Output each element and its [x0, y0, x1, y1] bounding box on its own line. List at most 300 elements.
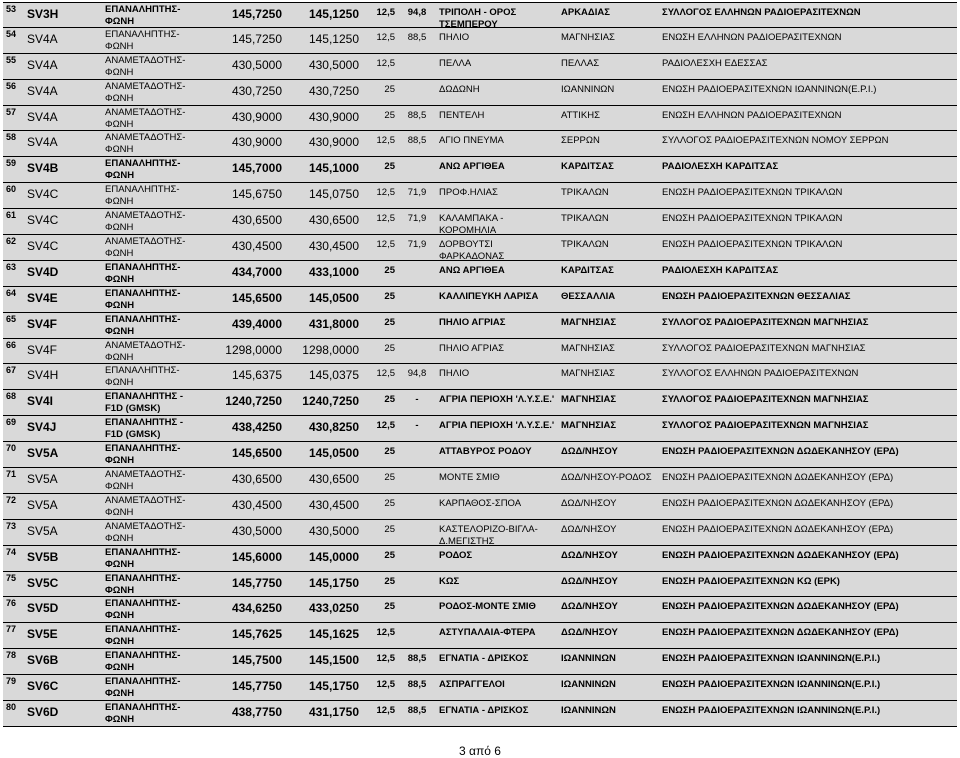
frequency-out-cell: 145,7625	[231, 627, 282, 642]
frequency-in-cell: 1298,0000	[302, 342, 359, 357]
frequency-in-cell: 145,0000	[308, 549, 359, 564]
location-cell: ΔΩΔΩΝΗ	[439, 83, 480, 95]
location-cell: ΑΓΡΙΑ ΠΕΡΙΟΧΗ 'Λ.Υ.Σ.Ε.'	[439, 394, 555, 406]
table-row	[3, 54, 957, 80]
callsign-cell: SV6C	[27, 679, 59, 694]
ctcss-tone-cell: -	[415, 420, 419, 432]
frequency-out-cell: 145,6375	[231, 368, 282, 383]
operator-club-cell: ΕΝΩΣΗ ΡΑΔΙΟΕΡΑΣΙΤΕΧΝΩΝ ΚΩ (ΕΡΚ)	[662, 575, 840, 587]
ctcss-tone-cell: 88,5	[407, 31, 427, 43]
operator-club-cell: ΕΝΩΣΗ ΡΑΔΙΟΕΡΑΣΙΤΕΧΝΩΝ ΤΡΙΚΑΛΩΝ	[662, 213, 843, 225]
table-row	[3, 442, 957, 468]
row-number-cell: 59	[6, 158, 17, 169]
ctcss-tone-cell: 71,9	[407, 239, 427, 251]
callsign-cell: SV6B	[27, 653, 59, 668]
ctcss-tone-cell: 88,5	[407, 109, 427, 121]
channel-step-cell: 12,5	[376, 135, 395, 147]
callsign-cell: SV4A	[27, 31, 58, 46]
callsign-cell: SV4F	[27, 316, 58, 331]
prefecture-cell: ΑΡΚΑΔΙΑΣ	[561, 7, 610, 18]
operator-club-cell: ΕΝΩΣΗ ΡΑΔΙΟΕΡΑΣΙΤΕΧΝΩΝ ΤΡΙΚΑΛΩΝ	[662, 187, 843, 199]
channel-step-cell: 25	[384, 290, 395, 302]
location-cell: ΡΟΔΟΣ-ΜΟΝΤΕ ΣΜΙΘ	[439, 601, 536, 613]
row-number-cell: 63	[6, 261, 17, 272]
callsign-cell: SV4E	[27, 290, 58, 305]
row-number-cell: 70	[6, 443, 17, 454]
frequency-in-cell: 145,0500	[308, 446, 359, 461]
ctcss-tone-cell: 88,5	[407, 135, 427, 147]
callsign-cell: SV4A	[27, 135, 58, 150]
location-cell: ΚΑΡΠΑΘΟΣ-ΣΠΟΑ	[439, 497, 522, 509]
channel-step-cell: 12,5	[376, 368, 395, 380]
table-row	[3, 675, 957, 701]
frequency-in-cell: 145,1250	[308, 7, 359, 21]
repeater-type-cell: ΕΠΑΝΑΛΗΠΤΗΣ-ΦΩΝΗ	[105, 365, 180, 389]
prefecture-cell: ΣΕΡΡΩΝ	[561, 135, 600, 147]
callsign-cell: SV5D	[27, 601, 59, 616]
frequency-out-cell: 430,9000	[231, 135, 282, 150]
frequency-out-cell: 438,4250	[231, 420, 282, 435]
frequency-out-cell: 145,6500	[231, 290, 282, 305]
channel-step-cell: 25	[384, 575, 395, 587]
table-row	[3, 390, 957, 416]
location-cell: ΠΡΟΦ.ΗΛΙΑΣ	[439, 187, 498, 199]
ctcss-tone-cell: -	[415, 394, 419, 406]
channel-step-cell: 25	[384, 109, 395, 121]
prefecture-cell: ΔΩΔ/ΝΗΣΟΥ	[561, 497, 617, 509]
ctcss-tone-cell	[397, 520, 437, 545]
callsign-cell: SV5A	[27, 523, 58, 538]
row-number-cell: 77	[6, 624, 17, 635]
frequency-in-cell: 430,4500	[308, 497, 359, 512]
callsign-cell: SV5C	[27, 575, 59, 590]
row-number-cell: 79	[6, 676, 17, 687]
row-number-cell: 75	[6, 572, 17, 583]
table-row	[3, 623, 957, 649]
callsign-cell: SV5E	[27, 627, 58, 642]
ctcss-tone-cell	[397, 442, 437, 467]
prefecture-cell: ΤΡΙΚΑΛΩΝ	[561, 239, 609, 251]
row-number-cell: 67	[6, 365, 17, 376]
repeater-type-cell: ΕΠΑΝΑΛΗΠΤΗΣ-ΦΩΝΗ	[105, 624, 181, 648]
row-number-cell: 62	[6, 236, 17, 247]
table-row	[3, 701, 957, 727]
ctcss-tone-cell	[397, 546, 437, 571]
table-row	[3, 339, 957, 365]
frequency-out-cell: 438,7750	[231, 705, 282, 720]
frequency-in-cell: 145,0500	[308, 290, 359, 305]
operator-club-cell: ΕΝΩΣΗ ΡΑΔΙΟΕΡΑΣΙΤΕΧΝΩΝ ΙΩΑΝΝΙΝΩΝ(Ε.Ρ.Ι.)	[662, 679, 881, 691]
table-row	[3, 80, 957, 106]
frequency-out-cell: 430,7250	[231, 83, 282, 98]
location-cell: ΑΣΤΥΠΑΛΑΙΑ-ΦΤΕΡΑ	[439, 627, 536, 639]
repeater-type-cell: ΕΠΑΝΑΛΗΠΤΗΣ-ΦΩΝΗ	[105, 702, 181, 726]
frequency-out-cell: 145,6500	[231, 446, 282, 461]
operator-club-cell: ΕΝΩΣΗ ΡΑΔΙΟΕΡΑΣΙΤΕΧΝΩΝ ΔΩΔΕΚΑΝΗΣΟΥ (ΕΡΔ)	[662, 549, 899, 561]
callsign-cell: SV4A	[27, 83, 58, 98]
prefecture-cell: ΙΩΑΝΝΙΝΩΝ	[561, 679, 616, 691]
channel-step-cell: 25	[384, 601, 395, 613]
channel-step-cell: 12,5	[376, 239, 395, 251]
frequency-out-cell: 145,6750	[231, 187, 282, 202]
page-number: 3 από 6	[459, 744, 501, 758]
table-row	[3, 2, 957, 28]
repeater-type-cell: ΕΠΑΝΑΛΗΠΤΗΣ-ΦΩΝΗ	[105, 546, 181, 570]
ctcss-tone-cell	[397, 623, 437, 648]
prefecture-cell: ΜΑΓΝΗΣΙΑΣ	[561, 342, 615, 354]
channel-step-cell: 12,5	[376, 627, 395, 639]
operator-club-cell: ΕΝΩΣΗ ΡΑΔΙΟΕΡΑΣΙΤΕΧΝΩΝ ΙΩΑΝΝΙΝΩΝ(Ε.Ρ.Ι.)	[662, 705, 881, 717]
operator-club-cell: ΕΝΩΣΗ ΡΑΔΙΟΕΡΑΣΙΤΕΧΝΩΝ ΔΩΔΕΚΑΝΗΣΟΥ (ΕΡΔ)	[662, 472, 894, 484]
table-row	[3, 468, 957, 494]
frequency-in-cell: 433,1000	[308, 264, 359, 279]
ctcss-tone-cell	[397, 54, 437, 79]
table-row	[3, 183, 957, 209]
channel-step-cell: 12,5	[376, 7, 395, 18]
row-number-cell: 71	[6, 469, 17, 480]
operator-club-cell: ΕΝΩΣΗ ΡΑΔΙΟΕΡΑΣΙΤΕΧΝΩΝ ΙΩΑΝΝΙΝΩΝ(Ε.Ρ.Ι.)	[662, 83, 877, 95]
repeater-type-cell: ΕΠΑΝΑΛΗΠΤΗΣ-ΦΩΝΗ	[105, 443, 181, 467]
operator-club-cell: ΣΥΛΛΟΓΟΣ ΡΑΔΙΟΕΡΑΣΙΤΕΧΝΩΝ ΜΑΓΝΗΣΙΑΣ	[662, 342, 866, 354]
location-cell: ΕΓΝΑΤΙΑ - ΔΡΙΣΚΟΣ	[439, 653, 529, 665]
prefecture-cell: ΚΑΡΔΙΤΣΑΣ	[561, 264, 614, 276]
location-cell: ΕΓΝΑΤΙΑ - ΔΡΙΣΚΟΣ	[439, 705, 529, 717]
repeater-type-cell: ΑΝΑΜΕΤΑΔΟΤΗΣ-ΦΩΝΗ	[105, 236, 186, 260]
repeater-type-cell: ΑΝΑΜΕΤΑΔΟΤΗΣ-ΦΩΝΗ	[105, 469, 186, 493]
prefecture-cell: ΔΩΔ/ΝΗΣΟΥ	[561, 446, 618, 458]
location-cell: ΜΟΝΤΕ ΣΜΙΘ	[439, 472, 500, 484]
location-cell: ΠΕΛΛΑ	[439, 57, 472, 69]
row-number-cell: 57	[6, 106, 17, 117]
operator-club-cell: ΕΝΩΣΗ ΡΑΔΙΟΕΡΑΣΙΤΕΧΝΩΝ ΘΕΣΣΑΛΙΑΣ	[662, 290, 851, 302]
repeater-type-cell: ΑΝΑΜΕΤΑΔΟΤΗΣ-ΦΩΝΗ	[105, 520, 186, 544]
repeater-type-cell: ΕΠΑΝΑΛΗΠΤΗΣ-ΦΩΝΗ	[105, 261, 181, 285]
ctcss-tone-cell: 71,9	[407, 213, 427, 225]
table-row	[3, 416, 957, 442]
channel-step-cell: 12,5	[376, 57, 395, 69]
callsign-cell: SV4J	[27, 420, 57, 435]
frequency-in-cell: 145,1250	[308, 31, 359, 46]
ctcss-tone-cell: 88,5	[407, 705, 427, 717]
ctcss-tone-cell	[397, 80, 437, 105]
prefecture-cell: ΚΑΡΔΙΤΣΑΣ	[561, 161, 614, 173]
operator-club-cell: ΡΑΔΙΟΛΕΣΧΗ ΚΑΡΔΙΤΣΑΣ	[662, 161, 779, 173]
channel-step-cell: 25	[384, 316, 395, 328]
table-row	[3, 106, 957, 132]
frequency-in-cell: 431,1750	[308, 705, 359, 720]
table-row	[3, 546, 957, 572]
ctcss-tone-cell	[397, 261, 437, 286]
prefecture-cell: ΜΑΓΝΗΣΙΑΣ	[561, 420, 617, 432]
repeater-type-cell: ΕΠΑΝΑΛΗΠΤΗΣ-ΦΩΝΗ	[105, 572, 181, 596]
prefecture-cell: ΜΑΓΝΗΣΙΑΣ	[561, 394, 617, 406]
frequency-out-cell: 430,5000	[231, 523, 282, 538]
frequency-out-cell: 430,5000	[231, 57, 282, 72]
table-row	[3, 572, 957, 598]
repeater-type-cell: ΕΠΑΝΑΛΗΠΤΗΣ-ΦΩΝΗ	[105, 158, 181, 182]
callsign-cell: SV4I	[27, 394, 54, 409]
prefecture-cell: ΔΩΔ/ΝΗΣΟΥ-ΡΟΔΟΣ	[561, 472, 652, 484]
channel-step-cell: 25	[384, 472, 395, 484]
row-number-cell: 53	[6, 4, 17, 14]
frequency-out-cell: 430,9000	[231, 109, 282, 124]
ctcss-tone-cell: 88,5	[407, 653, 427, 665]
repeater-table	[3, 2, 957, 727]
frequency-out-cell: 430,4500	[231, 239, 282, 254]
channel-step-cell: 12,5	[376, 653, 395, 665]
location-cell: ΑΤΤΑΒΥΡΟΣ ΡΟΔΟΥ	[439, 446, 532, 458]
frequency-in-cell: 145,0375	[308, 368, 359, 383]
frequency-in-cell: 430,5000	[308, 523, 359, 538]
frequency-in-cell: 145,0750	[308, 187, 359, 202]
operator-club-cell: ΡΑΔΙΟΛΕΣΧΗ ΚΑΡΔΙΤΣΑΣ	[662, 264, 779, 276]
frequency-out-cell: 145,7250	[231, 31, 282, 46]
callsign-cell: SV4B	[27, 161, 59, 176]
frequency-out-cell: 1240,7250	[225, 394, 282, 409]
frequency-out-cell: 434,6250	[231, 601, 282, 616]
row-number-cell: 78	[6, 650, 17, 661]
location-cell: ΚΑΛΑΜΠΑΚΑ - ΚΟΡΟΜΗΛΙΑ	[439, 213, 504, 235]
channel-step-cell: 12,5	[376, 705, 395, 717]
row-number-cell: 58	[6, 132, 17, 143]
operator-club-cell: ΕΝΩΣΗ ΡΑΔΙΟΕΡΑΣΙΤΕΧΝΩΝ ΔΩΔΕΚΑΝΗΣΟΥ (ΕΡΔ)	[662, 601, 899, 613]
location-cell: ΑΣΠΡΑΓΓΕΛΟΙ	[439, 679, 505, 691]
row-number-cell: 60	[6, 184, 17, 195]
channel-step-cell: 25	[384, 342, 395, 354]
location-cell: ΡΟΔΟΣ	[439, 549, 473, 561]
frequency-out-cell: 430,4500	[231, 497, 282, 512]
callsign-cell: SV3H	[27, 7, 59, 21]
prefecture-cell: ΔΩΔ/ΝΗΣΟΥ	[561, 523, 617, 535]
operator-club-cell: ΕΝΩΣΗ ΡΑΔΙΟΕΡΑΣΙΤΕΧΝΩΝ ΤΡΙΚΑΛΩΝ	[662, 239, 843, 251]
table-row	[3, 235, 957, 261]
prefecture-cell: ΜΑΓΝΗΣΙΑΣ	[561, 316, 617, 328]
ctcss-tone-cell: 88,5	[407, 679, 427, 691]
callsign-cell: SV4C	[27, 239, 59, 254]
table-row	[3, 649, 957, 675]
channel-step-cell: 25	[384, 264, 395, 276]
channel-step-cell: 12,5	[376, 213, 395, 225]
callsign-cell: SV4F	[27, 342, 58, 357]
location-cell: ΠΗΛΙΟ	[439, 31, 470, 43]
table-row	[3, 364, 957, 390]
frequency-in-cell: 431,8000	[308, 316, 359, 331]
row-number-cell: 54	[6, 28, 17, 39]
location-cell: ΑΓΡΙΑ ΠΕΡΙΟΧΗ 'Λ.Υ.Σ.Ε.'	[439, 420, 555, 432]
location-cell: ΔΟΡΒΟΥΤΣΙ ΦΑΡΚΑΔΟΝΑΣ	[439, 239, 505, 260]
operator-club-cell: ΣΥΛΛΟΓΟΣ ΡΑΔΙΟΕΡΑΣΙΤΕΧΝΩΝ ΜΑΓΝΗΣΙΑΣ	[662, 420, 869, 432]
table-row	[3, 520, 957, 546]
frequency-in-cell: 145,1750	[308, 679, 359, 694]
operator-club-cell: ΣΥΛΛΟΓΟΣ ΡΑΔΙΟΕΡΑΣΙΤΕΧΝΩΝ ΜΑΓΝΗΣΙΑΣ	[662, 316, 869, 328]
channel-step-cell: 12,5	[376, 31, 395, 43]
table-row	[3, 261, 957, 287]
prefecture-cell: ΜΑΓΝΗΣΙΑΣ	[561, 31, 615, 43]
ctcss-tone-cell	[397, 157, 437, 182]
frequency-in-cell: 430,8250	[308, 420, 359, 435]
prefecture-cell: ΙΩΑΝΝΙΝΩΝ	[561, 705, 616, 717]
location-cell: ΚΑΣΤΕΛΟΡΙΖΟ-ΒΙΓΛΑ-Δ.ΜΕΓΙΣΤΗΣ	[439, 523, 538, 545]
row-number-cell: 69	[6, 417, 17, 428]
channel-step-cell: 25	[384, 394, 395, 406]
callsign-cell: SV4C	[27, 187, 59, 202]
callsign-cell: SV4D	[27, 264, 59, 279]
frequency-in-cell: 430,9000	[308, 109, 359, 124]
table-row	[3, 287, 957, 313]
callsign-cell: SV4C	[27, 213, 59, 228]
location-cell: ΑΝΩ ΑΡΓΙΘΕΑ	[439, 161, 505, 173]
repeater-type-cell: ΕΠΑΝΑΛΗΠΤΗΣ-ΦΩΝΗ	[105, 598, 181, 622]
ctcss-tone-cell	[397, 572, 437, 597]
prefecture-cell: ΤΡΙΚΑΛΩΝ	[561, 213, 609, 225]
frequency-out-cell: 145,7000	[231, 161, 282, 176]
callsign-cell: SV5B	[27, 549, 59, 564]
table-row	[3, 157, 957, 183]
frequency-out-cell: 434,7000	[231, 264, 282, 279]
table-row	[3, 597, 957, 623]
frequency-out-cell: 439,4000	[231, 316, 282, 331]
ctcss-tone-cell	[397, 339, 437, 364]
table-row	[3, 28, 957, 54]
repeater-type-cell: ΑΝΑΜΕΤΑΔΟΤΗΣ-ΦΩΝΗ	[105, 132, 186, 156]
channel-step-cell: 12,5	[376, 679, 395, 691]
frequency-out-cell: 145,7750	[231, 575, 282, 590]
repeater-type-cell: ΑΝΑΜΕΤΑΔΟΤΗΣ-ΦΩΝΗ	[105, 80, 186, 104]
channel-step-cell: 12,5	[376, 420, 395, 432]
table-row	[3, 209, 957, 235]
operator-club-cell: ΣΥΛΛΟΓΟΣ ΡΑΔΙΟΕΡΑΣΙΤΕΧΝΩΝ ΝΟΜΟΥ ΣΕΡΡΩΝ	[662, 135, 889, 147]
location-cell: ΤΡΙΠΟΛΗ - ΟΡΟΣ ΤΣΕΜΠΕΡΟΥ	[439, 7, 517, 27]
repeater-type-cell: ΕΠΑΝΑΛΗΠΤΗΣ-ΦΩΝΗ	[105, 28, 180, 52]
row-number-cell: 65	[6, 313, 17, 324]
frequency-out-cell: 1298,0000	[225, 342, 282, 357]
location-cell: ΑΝΩ ΑΡΓΙΘΕΑ	[439, 264, 505, 276]
row-number-cell: 80	[6, 702, 17, 713]
repeater-type-cell: ΑΝΑΜΕΤΑΔΟΤΗΣ-ΦΩΝΗ	[105, 494, 186, 518]
prefecture-cell: ΔΩΔ/ΝΗΣΟΥ	[561, 575, 618, 587]
row-number-cell: 61	[6, 210, 17, 221]
table-row	[3, 313, 957, 339]
ctcss-tone-cell	[397, 494, 437, 519]
operator-club-cell: ΕΝΩΣΗ ΡΑΔΙΟΕΡΑΣΙΤΕΧΝΩΝ ΙΩΑΝΝΙΝΩΝ(Ε.Ρ.Ι.)	[662, 653, 881, 665]
operator-club-cell: ΕΝΩΣΗ ΡΑΔΙΟΕΡΑΣΙΤΕΧΝΩΝ ΔΩΔΕΚΑΝΗΣΟΥ (ΕΡΔ)	[662, 497, 894, 509]
location-cell: ΚΑΛΛΙΠΕΥΚΗ ΛΑΡΙΣΑ	[439, 290, 539, 302]
frequency-out-cell: 430,6500	[231, 472, 282, 487]
frequency-out-cell: 145,7250	[231, 7, 282, 21]
callsign-cell: SV4A	[27, 109, 58, 124]
repeater-type-cell: ΕΠΑΝΑΛΗΠΤΗΣ-ΦΩΝΗ	[105, 287, 181, 311]
location-cell: ΠΗΛΙΟ	[439, 368, 470, 380]
prefecture-cell: ΔΩΔ/ΝΗΣΟΥ	[561, 601, 618, 613]
operator-club-cell: ΕΝΩΣΗ ΡΑΔΙΟΕΡΑΣΙΤΕΧΝΩΝ ΔΩΔΕΚΑΝΗΣΟΥ (ΕΡΔ)	[662, 627, 899, 639]
table-row	[3, 494, 957, 520]
table-row	[3, 131, 957, 157]
repeater-type-cell: ΑΝΑΜΕΤΑΔΟΤΗΣ-ΦΩΝΗ	[105, 106, 186, 130]
frequency-in-cell: 1240,7250	[302, 394, 359, 409]
repeater-type-cell: ΑΝΑΜΕΤΑΔΟΤΗΣ-ΦΩΝΗ	[105, 339, 186, 363]
callsign-cell: SV6D	[27, 705, 59, 720]
channel-step-cell: 25	[384, 161, 395, 173]
ctcss-tone-cell	[397, 468, 437, 493]
frequency-in-cell: 145,1500	[308, 653, 359, 668]
location-cell: ΠΗΛΙΟ ΑΓΡΙΑΣ	[439, 342, 504, 354]
frequency-in-cell: 430,4500	[308, 239, 359, 254]
repeater-type-cell: ΑΝΑΜΕΤΑΔΟΤΗΣ-ΦΩΝΗ	[105, 54, 186, 78]
callsign-cell: SV5A	[27, 472, 58, 487]
repeater-type-cell: ΑΝΑΜΕΤΑΔΟΤΗΣ-ΦΩΝΗ	[105, 210, 186, 234]
repeater-type-cell: ΕΠΑΝΑΛΗΠΤΗΣ-ΦΩΝΗ	[105, 4, 181, 27]
operator-club-cell: ΕΝΩΣΗ ΕΛΛΗΝΩΝ ΡΑΔΙΟΕΡΑΣΙΤΕΧΝΩΝ	[662, 109, 842, 121]
prefecture-cell: ΑΤΤΙΚΗΣ	[561, 109, 600, 121]
row-number-cell: 64	[6, 287, 17, 298]
operator-club-cell: ΡΑΔΙΟΛΕΣΧΗ ΕΔΕΣΣΑΣ	[662, 57, 768, 69]
channel-step-cell: 25	[384, 446, 395, 458]
ctcss-tone-cell: 71,9	[407, 187, 427, 199]
location-cell: ΠΕΝΤΕΛΗ	[439, 109, 485, 121]
prefecture-cell: ΔΩΔ/ΝΗΣΟΥ	[561, 549, 618, 561]
prefecture-cell: ΙΩΑΝΝΙΝΩΝ	[561, 83, 615, 95]
callsign-cell: SV4A	[27, 57, 58, 72]
frequency-in-cell: 145,1000	[308, 161, 359, 176]
frequency-in-cell: 433,0250	[308, 601, 359, 616]
repeater-type-cell: ΕΠΑΝΑΛΗΠΤΗΣ-ΦΩΝΗ	[105, 676, 181, 700]
row-number-cell: 68	[6, 391, 17, 402]
frequency-in-cell: 430,6500	[308, 213, 359, 228]
repeater-type-cell: ΕΠΑΝΑΛΗΠΤΗΣ - F1D (GMSK)	[105, 417, 184, 441]
ctcss-tone-cell: 94,8	[407, 368, 427, 380]
row-number-cell: 72	[6, 494, 17, 505]
callsign-cell: SV4H	[27, 368, 59, 383]
repeater-type-cell: ΕΠΑΝΑΛΗΠΤΗΣ-ΦΩΝΗ	[105, 184, 180, 208]
row-number-cell: 76	[6, 598, 17, 609]
prefecture-cell: ΜΑΓΝΗΣΙΑΣ	[561, 368, 615, 380]
frequency-in-cell: 145,1750	[308, 575, 359, 590]
frequency-out-cell: 430,6500	[231, 213, 282, 228]
repeater-type-cell: ΕΠΑΝΑΛΗΠΤΗΣ-ΦΩΝΗ	[105, 650, 181, 674]
operator-club-cell: ΣΥΛΛΟΓΟΣ ΕΛΛΗΝΩΝ ΡΑΔΙΟΕΡΑΣΙΤΕΧΝΩΝ	[662, 368, 859, 380]
ctcss-tone-cell: 94,8	[407, 7, 427, 18]
repeater-type-cell: ΕΠΑΝΑΛΗΠΤΗΣ - F1D (GMSK)	[105, 391, 184, 415]
row-number-cell: 66	[6, 339, 17, 350]
row-number-cell: 74	[6, 546, 17, 557]
ctcss-tone-cell	[397, 313, 437, 338]
frequency-in-cell: 430,5000	[308, 57, 359, 72]
frequency-out-cell: 145,6000	[231, 549, 282, 564]
channel-step-cell: 25	[384, 523, 395, 535]
row-number-cell: 73	[6, 520, 17, 531]
channel-step-cell: 25	[384, 497, 395, 509]
operator-club-cell: ΣΥΛΛΟΓΟΣ ΕΛΛΗΝΩΝ ΡΑΔΙΟΕΡΑΣΙΤΕΧΝΩΝ	[662, 7, 861, 18]
operator-club-cell: ΕΝΩΣΗ ΡΑΔΙΟΕΡΑΣΙΤΕΧΝΩΝ ΔΩΔΕΚΑΝΗΣΟΥ (ΕΡΔ)	[662, 446, 899, 458]
location-cell: ΚΩΣ	[439, 575, 460, 587]
channel-step-cell: 25	[384, 549, 395, 561]
ctcss-tone-cell	[397, 287, 437, 312]
channel-step-cell: 25	[384, 83, 395, 95]
channel-step-cell: 12,5	[376, 187, 395, 199]
location-cell: ΠΗΛΙΟ ΑΓΡΙΑΣ	[439, 316, 506, 328]
operator-club-cell: ΕΝΩΣΗ ΕΛΛΗΝΩΝ ΡΑΔΙΟΕΡΑΣΙΤΕΧΝΩΝ	[662, 31, 842, 43]
prefecture-cell: ΠΕΛΛΑΣ	[561, 57, 600, 69]
frequency-out-cell: 145,7750	[231, 679, 282, 694]
row-number-cell: 55	[6, 54, 17, 65]
callsign-cell: SV5A	[27, 497, 58, 512]
operator-club-cell: ΣΥΛΛΟΓΟΣ ΡΑΔΙΟΕΡΑΣΙΤΕΧΝΩΝ ΜΑΓΝΗΣΙΑΣ	[662, 394, 869, 406]
prefecture-cell: ΘΕΣΣΑΛΛΙΑ	[561, 290, 616, 302]
frequency-in-cell: 145,1625	[308, 627, 359, 642]
repeater-type-cell: ΕΠΑΝΑΛΗΠΤΗΣ-ΦΩΝΗ	[105, 313, 181, 337]
frequency-in-cell: 430,6500	[308, 472, 359, 487]
frequency-in-cell: 430,9000	[308, 135, 359, 150]
